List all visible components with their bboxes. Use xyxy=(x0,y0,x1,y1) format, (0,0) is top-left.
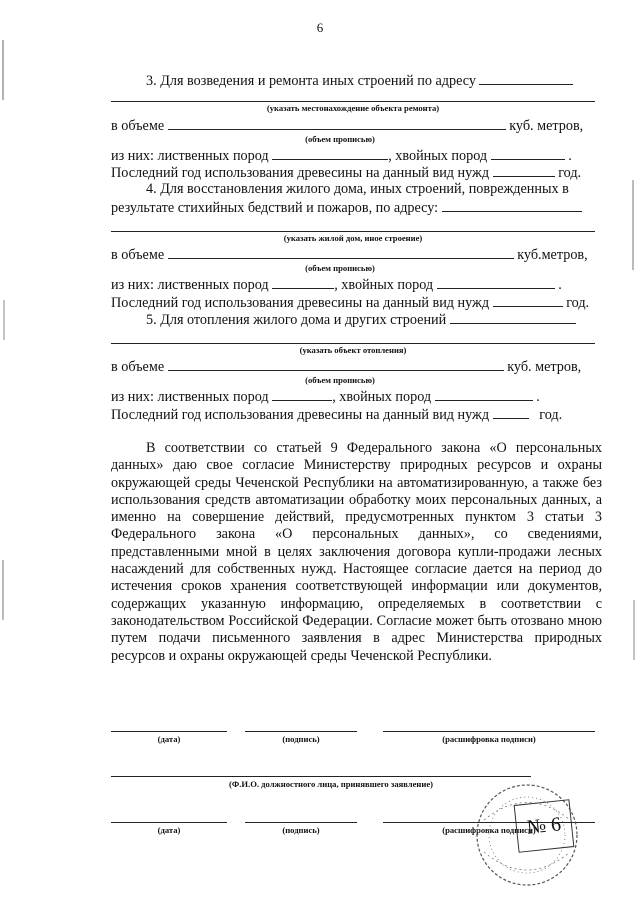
lastyear-label: Последний год использования древесины на данный вид нужд xyxy=(111,295,490,311)
section3-title: 3. Для возведения и ремонта иных строений по адресу xyxy=(146,73,476,89)
volume-label: в объеме xyxy=(111,247,165,263)
date-caption-1: (дата) xyxy=(157,734,181,744)
year-label: год. xyxy=(566,295,590,311)
scan-edge-mark xyxy=(632,180,634,270)
section5-object-field[interactable] xyxy=(450,310,576,324)
scan-edge-mark xyxy=(2,40,4,100)
section4-location-caption: (указать жилой дом, иное строение) xyxy=(283,233,423,243)
decode-line-1[interactable] xyxy=(383,731,595,732)
date-line-1[interactable] xyxy=(111,731,227,732)
section4-coniferous-field[interactable] xyxy=(437,275,555,289)
lastyear-label: Последний год использования древесины на данный вид нужд xyxy=(111,165,490,181)
scan-edge-mark xyxy=(2,560,4,620)
section3-lastyear-line xyxy=(111,163,581,182)
section5-location-caption: (указать объект отопления) xyxy=(299,345,407,355)
section4-title: 4. Для восстановления жилого дома, иных строений, поврежденных в xyxy=(146,181,569,197)
section4-title2: результате стихийных бедствий и пожаров, по адресу: xyxy=(111,200,439,216)
section5-volume-line xyxy=(111,357,602,376)
section5-coniferous-field[interactable] xyxy=(435,387,533,401)
section4-volume-caption: (объем прописью) xyxy=(305,263,375,273)
section3-volume-caption: (объем прописью) xyxy=(305,134,375,144)
section4-address-line[interactable] xyxy=(111,231,595,232)
signature-caption-2: (подпись) xyxy=(282,825,320,835)
signature-line-1[interactable] xyxy=(245,731,357,732)
stamp-number: № 6 xyxy=(514,799,575,853)
volume-label: в объеме xyxy=(111,118,165,134)
section4-year-field[interactable] xyxy=(493,293,563,307)
section5-deciduous-field[interactable] xyxy=(272,387,332,401)
volume-unit: куб. метров, xyxy=(509,118,584,134)
volume-unit: куб.метров, xyxy=(517,247,588,263)
year-label: год. xyxy=(558,165,582,181)
section4-title2-line xyxy=(111,198,582,217)
official-name-line[interactable] xyxy=(111,776,531,777)
official-name-caption: (Ф.И.О. должностного лица, принявшего заявление) xyxy=(228,779,434,789)
date-caption-2: (дата) xyxy=(157,825,181,835)
scan-edge-mark xyxy=(633,600,635,660)
deciduous-label: из них: лиственных пород xyxy=(111,389,269,405)
volume-label: в объеме xyxy=(111,359,165,375)
signature-caption-1: (подпись) xyxy=(282,734,320,744)
section4-deciduous-field[interactable] xyxy=(272,275,334,289)
section5-volume-caption: (объем прописью) xyxy=(305,375,375,385)
date-line-2[interactable] xyxy=(111,822,227,823)
section5-year-field[interactable] xyxy=(493,405,529,419)
deciduous-label: из них: лиственных пород xyxy=(111,148,269,164)
volume-unit: куб. метров, xyxy=(507,359,582,375)
page-number: 6 xyxy=(316,20,324,35)
scan-edge-mark xyxy=(3,300,5,340)
section4-species-line xyxy=(111,275,562,294)
section3-volume-line xyxy=(111,116,602,135)
section3-address-field[interactable] xyxy=(479,71,573,85)
section5-species-line xyxy=(111,387,540,406)
lastyear-label: Последний год использования древесины на данный вид нужд xyxy=(111,407,490,423)
period: . xyxy=(558,277,562,293)
decode-caption-1: (расшифровка подписи) xyxy=(442,734,536,744)
section3-coniferous-field[interactable] xyxy=(491,146,565,160)
period: . xyxy=(536,389,540,405)
section5-title-line xyxy=(146,310,576,329)
section4-volume-line xyxy=(111,245,602,264)
section3-year-field[interactable] xyxy=(493,163,555,177)
decode-caption-2: (расшифровка подписи) xyxy=(442,825,536,835)
signature-line-2[interactable] xyxy=(245,822,357,823)
consent-paragraph: В соответствии со статьей 9 Федерального закона «О персональных данных» даю свое согласие Министерству природных ресурсов и охраны окружающей среды Чеченской Республики на автоматизированную, а также без использования средств автоматизации обработку моих персональных данных, а именно на совершение действий, предусмотренных пунктом 3 статьи 3 Федерального закона «О персональных данных», со сведениями, представленными мной в целях заключения договора купли-продажи лесных насаждений для собственных нужд. Настоящее согласие дается на период до истечения сроков хранения соответствующей информации или документов, содержащих указанную информацию, определяемых в соответствии с законодательством Российской Федерации. Согласие может быть отозвано мною путем подачи письменного заявления в адрес Министерства природных ресурсов и охраны окружающей среды Чеченской Республики. xyxy=(111,440,602,664)
year-label: год. xyxy=(539,407,563,423)
section5-volume-field[interactable] xyxy=(168,357,504,371)
section5-title: 5. Для отопления жилого дома и других строений xyxy=(146,312,447,328)
section3-title-line xyxy=(146,71,573,90)
section3-deciduous-field[interactable] xyxy=(272,146,388,160)
section3-location-caption: (указать местонахождение объекта ремонта) xyxy=(266,103,440,113)
section4-address-field[interactable] xyxy=(442,198,582,212)
section3-volume-field[interactable] xyxy=(168,116,506,130)
section4-volume-field[interactable] xyxy=(168,245,514,259)
coniferous-label: , хвойных пород xyxy=(388,148,488,164)
deciduous-label: из них: лиственных пород xyxy=(111,277,269,293)
coniferous-label: , хвойных пород xyxy=(334,277,434,293)
period: . xyxy=(568,148,572,164)
section5-lastyear-line xyxy=(111,405,562,424)
section3-address-line[interactable] xyxy=(111,101,595,102)
section5-object-line[interactable] xyxy=(111,343,595,344)
coniferous-label: , хвойных пород xyxy=(332,389,432,405)
